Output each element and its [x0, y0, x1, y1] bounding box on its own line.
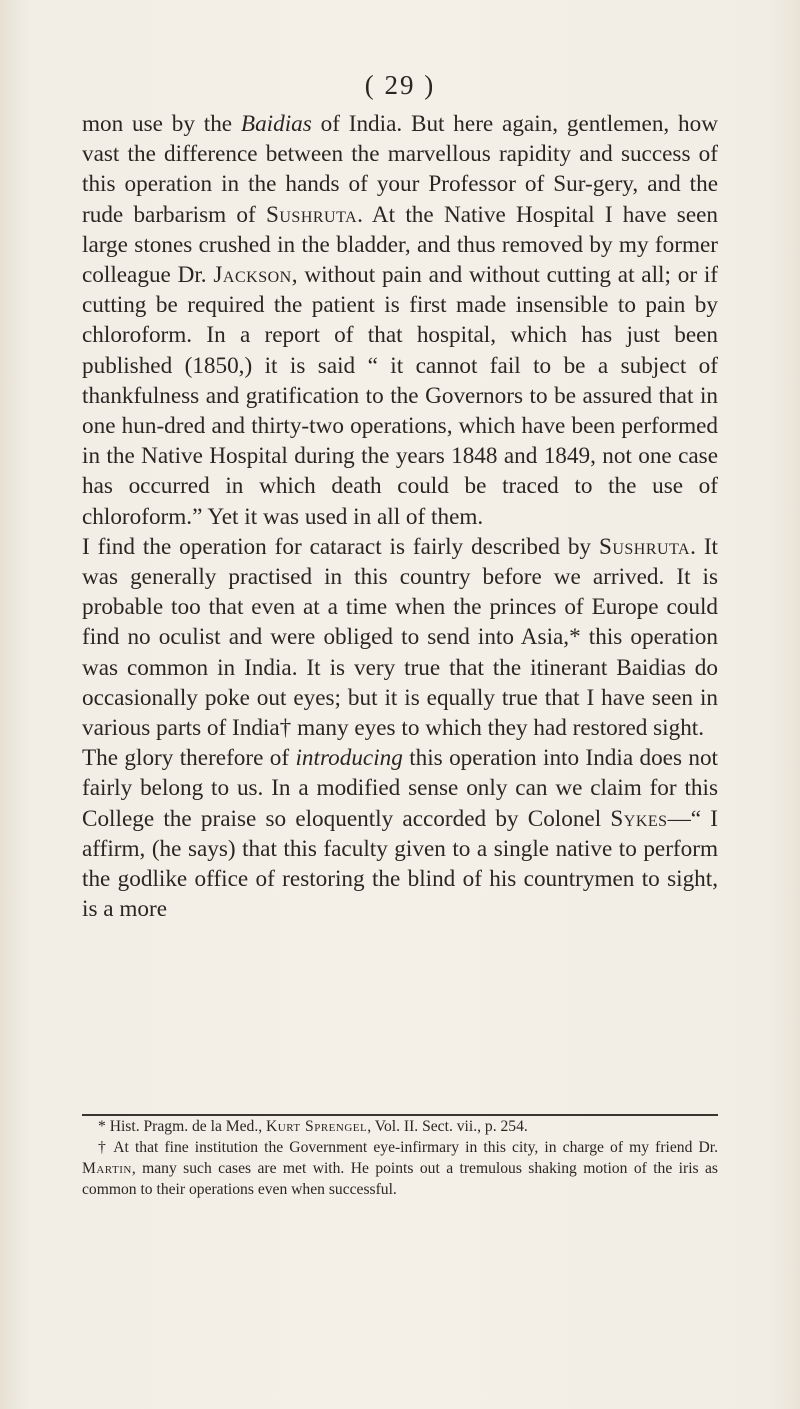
footnote-2 — [82, 1137, 718, 1200]
italic-term: introducing — [295, 745, 403, 772]
text-run: , Vol. II. Sect. vii., p. 254. — [367, 1118, 528, 1135]
text-run: . It was generally practised in this country before we arrived. It is probable too that even at a time when the princes of Europe could find no oculist and were obliged to send into Asia,* this operation was common in India. It is very true that the itinerant Baidias do occasionally poke out eyes; but it is equally true that I have seen in various parts of India† many eyes to which they had restored sight. — [82, 533, 719, 742]
text-run: The glory therefore of — [82, 745, 296, 772]
name-small-caps: Martin — [82, 1160, 132, 1177]
text-run: , without pain and without cutting at all; or if cutting be required the patient is first made insensible to pain by chloroform. In a report of that hospital, which has just been published (1850,) it is said “ it cannot fail to be a subject of thankfulness and gratification to the Governors to be assured that in one hun-dred and thirty-two operations, which have been performed in the Native Hospital during the years 1848 and 1849, not one case has occurred in which death could be traced to the use of chloroform.” Yet it was used in all of them. — [82, 262, 718, 530]
paragraph-1 — [82, 109, 718, 532]
text-run: I find the operation for cataract is fairly described by — [82, 533, 599, 560]
text-run: , many such cases are met with. He points out a tremulous shaking motion of the iris as common to their operations even when successful. — [82, 1160, 718, 1198]
paragraph-3 — [82, 743, 718, 924]
name-small-caps: Sushruta — [265, 201, 358, 228]
name-small-caps: Sykes — [610, 805, 668, 832]
text-run: † At that fine institution the Government eye-infirmary in this city, in charge of my friend Dr. — [98, 1139, 718, 1156]
footnote-1 — [82, 1116, 718, 1137]
name-small-caps: Kurt Sprengel — [266, 1118, 368, 1135]
text-run: mon use by the — [82, 111, 241, 137]
paragraph-2 — [82, 532, 718, 743]
main-text — [82, 109, 718, 924]
text-run: this operation into India does not fairly belong to us. In a modified sense only can we claim for this College the praise so eloquently accorded by Colonel — [82, 745, 718, 832]
text-run: . At the Native Hospital I have seen large stones crushed in the bladder, and thus removed by my former colleague Dr. — [82, 201, 719, 289]
name-small-caps: Sushruta — [598, 533, 691, 560]
text-run: of India. But here again, gentlemen, how vast the difference between the marvellous rapidity and success of this operation in the hands of your Professor of Sur-gery, and the rude barbarism of — [82, 111, 718, 228]
text-run: —“ I affirm, (he says) that this faculty given to a single native to perform the godlike office of restoring the blind of his countrymen to sight, is a more — [82, 805, 719, 923]
name-small-caps: Jackson — [213, 262, 292, 289]
footnotes — [82, 1116, 718, 1200]
text-run: * Hist. Pragm. de la Med., — [98, 1118, 267, 1135]
page-number: ( 29 ) — [364, 70, 436, 100]
italic-term: Baidias — [240, 111, 312, 137]
